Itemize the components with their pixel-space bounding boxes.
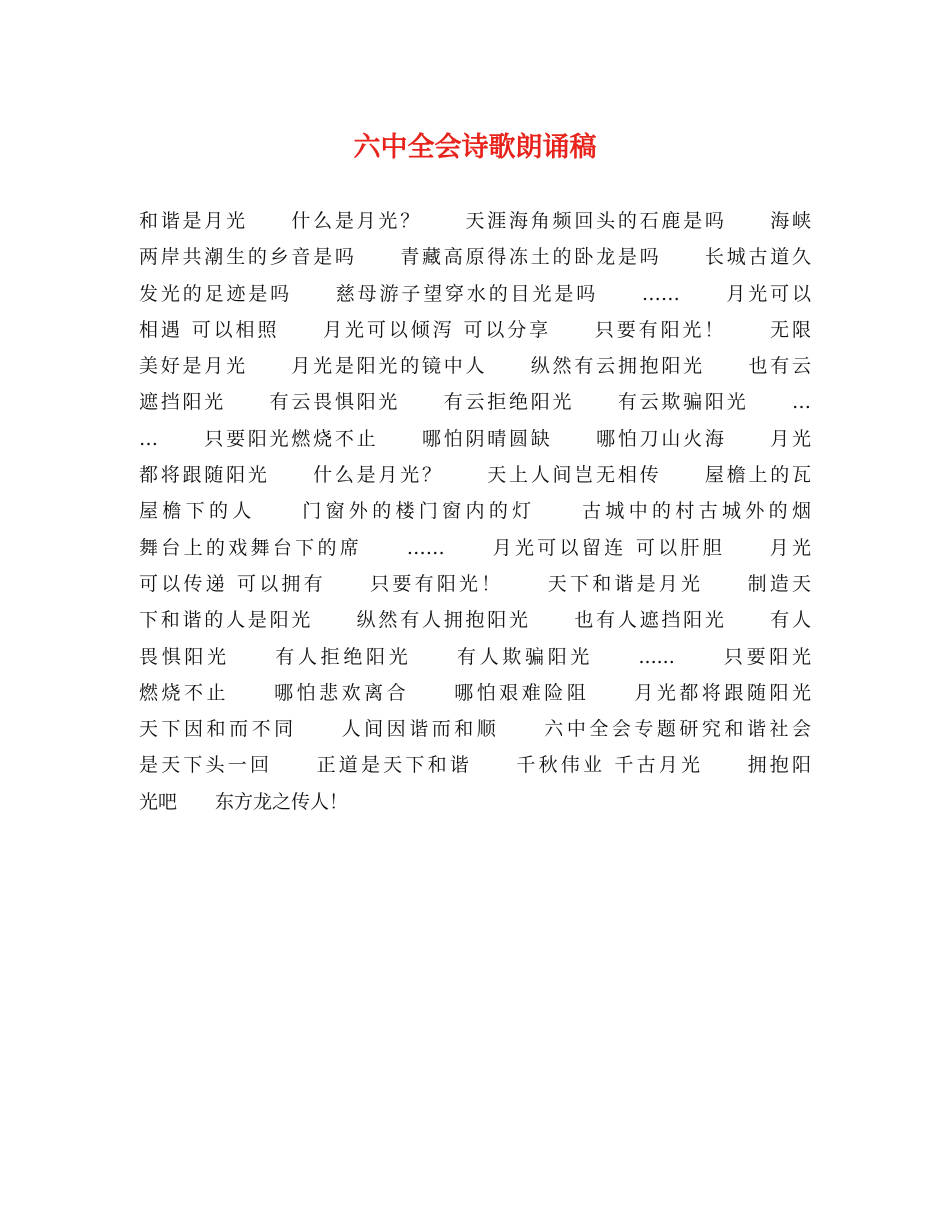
poem-line: 遮挡阳光 有云畏惧阳光 有云拒绝阳光 有云欺骗阳光 … [139,391,811,414]
poem-line: … 只要阳光燃烧不止 哪怕阴晴圆缺 哪怕刀山火海 月光 [139,427,811,450]
poem-line: 可以传递 可以拥有 只要有阳光！ 天下和谐是月光 制造天 [139,572,811,595]
poem-line: 两岸共潮生的乡音是吗 青藏高原得冻土的卧龙是吗 长城古道久 [139,246,811,269]
poem-line: 相遇 可以相照 月光可以倾泻 可以分享 只要有阳光！ 无限 [139,318,811,341]
poem-line: 是天下头一回 正道是天下和谐 千秋伟业 千古月光 拥抱阳 [139,754,811,777]
document-title: 六中全会诗歌朗诵稿 [353,132,597,163]
poem-body [139,203,811,820]
poem-line: 光吧 东方龙之传人！ [139,790,349,813]
poem-line: 下和谐的人是阳光 纵然有人拥抱阳光 也有人遮挡阳光 有人 [139,609,811,632]
poem-line: 屋檐下的人 门窗外的楼门窗内的灯 古城中的村古城外的烟 [139,500,811,523]
poem-line: 畏惧阳光 有人拒绝阳光 有人欺骗阳光 ...... 只要阳光 [139,645,811,668]
poem-line: 燃烧不止 哪怕悲欢离合 哪怕艰难险阻 月光都将跟随阳光 [139,681,811,704]
poem-line: 发光的足迹是吗 慈母游子望穿水的目光是吗 …… 月光可以 [139,282,811,305]
poem-line: 和谐是月光 什么是月光？ 天涯海角频回头的石鹿是吗 海峡 [139,210,811,232]
poem-line: 美好是月光 月光是阳光的镜中人 纵然有云拥抱阳光 也有云 [139,355,811,378]
poem-line: 舞台上的戏舞台下的席 …… 月光可以留连 可以肝胆 月光 [139,536,811,559]
poem-line: 天下因和而不同 人间因谐而和顺 六中全会专题研究和谐社会 [139,718,811,741]
poem-line: 都将跟随阳光 什么是月光？ 天上人间岂无相传 屋檐上的瓦 [139,464,811,487]
